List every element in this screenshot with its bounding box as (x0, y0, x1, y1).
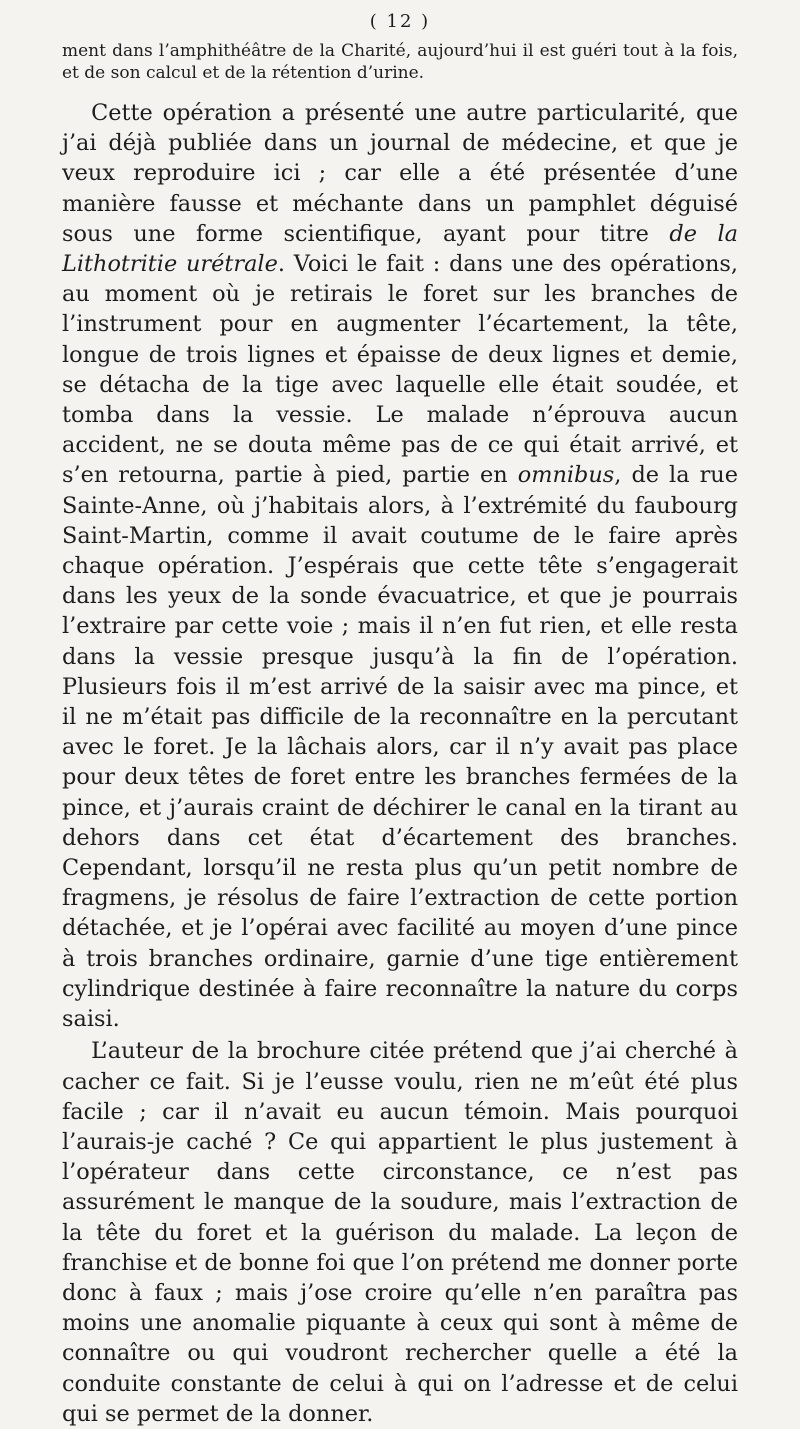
paragraph-text-part: . Voici le fait : dans une des opérations, au moment où je retirais le foret sur les branches de l’instrument pour en augmenter l’écartement, la tête, longue de trois lignes et épaisse de deux lignes et demie, se détacha de la tige avec laquelle elle était soudée, et tomba dans la vessie. Le malade n’éprouva aucun accident, ne se douta même pas de ce qui était arrivé, et s’en retourna, partie à pied, partie en (62, 251, 738, 489)
paragraph-operation (62, 98, 738, 1034)
paragraph-text-part: Cette opération a présenté une autre particularité, que j’ai déjà publiée dans un journal de médecine, et que je veux reproduire ici ; car elle a été présentée d’une manière fausse et méchante dans un pamphlet déguisé sous une forme scientifique, ayant pour titre (62, 100, 738, 247)
carry-over-text: ment dans l’amphithéâtre de la Charité, aujourd’hui il est guéri tout à la fois, et de son calcul et de la rétention d’urine. (62, 41, 738, 83)
page-number: ( 12 ) (369, 11, 431, 32)
paragraph-reply: L’auteur de la brochure citée prétend que j’ai cherché à cacher ce fait. Si je l’eusse voulu, rien ne m’eût été plus facile ; car il n’avait eu aucun témoin. Mais pourquoi l’aurais-je caché ? Ce qui appartient le plus justement à l’opérateur dans cette circonstance, ce n’est pas assurément le manque de la soudure, mais l’extraction de la tête du foret et la guérison du malade. La leçon de franchise et de bonne foi que l’on prétend me donner porte donc à faux ; mais j’ose croire qu’elle n’en paraîtra pas moins une anomalie piquante à ceux qui sont à même de connaître ou qui voudront rechercher quelle a été la conduite constante de celui à qui on l’adresse et de celui qui se permet de la donner. (62, 1038, 738, 1427)
paragraph-text-part: , de la rue Sainte-Anne, où j’habitais alors, à l’extrémité du faubourg Saint-Martin, comme il avait coutume de le faire après chaque opération. J’espérais que cette tête s’engagerait dans les yeux de la sonde évacuatrice, et que je pourrais l’extraire par cette voie ; mais il n’en fut rien, et elle resta dans la vessie presque jusqu’à la fin de l’opération. Plusieurs fois il m’est arrivé de la saisir avec ma pince, et il ne m’était pas difficile de la reconnaître en la percutant avec le foret. Je la lâchais alors, car il n’y avait pas place pour deux têtes de foret entre les branches fermées de la pince, et j’aurais craint de déchirer le canal en la tirant au dehors dans cet état d’écartement des branches. Cependant, lorsqu’il ne resta plus qu’un petit nombre de fragmens, je résolus de faire l’extraction de cette portion détachée, et je l’opérai avec facilité au moyen d’une pince à trois branches ordinaire, garnie d’une tige entièrement cylindrique destinée à faire reconnaître la nature du corps saisi. (62, 462, 738, 1033)
pamphlet-title: de la Lithotritie urétrale (62, 220, 738, 278)
omnibus-word: omnibus (517, 462, 615, 489)
